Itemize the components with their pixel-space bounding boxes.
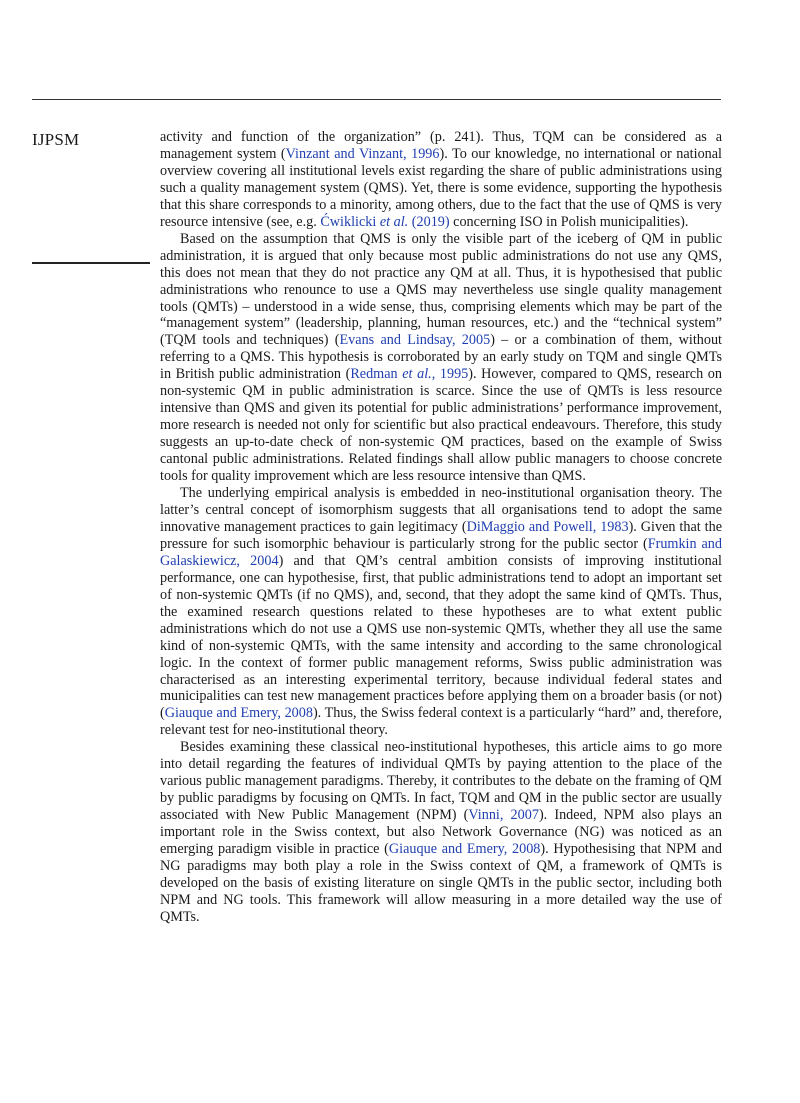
text-run: concerning ISO in Polish municipalities). [449,213,689,230]
paragraph [160,231,722,485]
citation-link[interactable]: et al. [402,366,432,383]
text-run: ). Indeed, NPM also plays an important role in the Swiss context, but also Network Governance (NG) was noticed as an emerging paradigm visible in practice ( [160,807,722,858]
citation-link[interactable]: et al. [379,213,409,230]
citation-link[interactable]: Vinzant and Vinzant, 1996 [285,145,440,162]
margin-rule [32,262,150,264]
text-run: ). To our knowledge, no international or national overview covering all institutional levels exist regarding the share of public administrations using such a quality management system (QMS). Yet, there is some evidence, supporting the hypothesis that this share corresponds to a minority, among others, due to the fact that the use of QMS is very resource intensive (see, e.g. [160,145,722,230]
header-rule [32,99,721,100]
citation-link[interactable]: Redman [350,366,403,383]
text-run: Besides examining these classical neo-institutional hypotheses, this article aims to go more into detail regarding the features of individual QMTs by paying attention to the place of the various public management paradigms. Thereby, it contributes to the debate on the framing of QM by public paradigms by focusing on QMTs. In fact, TQM and QM in the public sector are usually associated with New Public Management (NPM) ( [160,739,722,824]
paragraph [160,485,722,739]
text-run: ) and that QM’s central ambition consists of improving institutional performance, one can hypothesise, first, that public administrations tend to adopt an important set of non-systemic QMTs (if no QMS), and, second, that they adopt the same kind of QMTs. Thus, the examined research questions related to these hypotheses are to what extent public administrations which do not use a QMS use non-systemic QMTs, whether they all use the same kind of non-systemic QMTs, with the same intensity and according to the same chronological logic. In the context of former public management reforms, Swiss public administration was characterised as an interesting experimental territory, because individual federal states and municipalities can test new management practices before applying them on a broader basis (or not) ( [160,552,722,722]
paragraph [160,129,722,231]
text-run: ). Given that the pressure for such isomorphic behaviour is particularly strong for the public sector ( [160,518,722,552]
text-run: activity and function of the organization” (p. 241). Thus, TQM can be considered as a management system ( [160,129,722,162]
text-run: ). Thus, the Swiss federal context is a particularly “hard” and, therefore, relevant test for neo-institutional theory. [160,705,722,739]
citation-link[interactable]: DiMaggio and Powell, 1983 [466,518,629,535]
journal-abbreviation: IJPSM [32,130,80,149]
text-run: ). However, compared to QMS, research on non-systemic QM in public administration is scarce. Since the use of QMTs is less resource intensive than QMS and given its potential for public administrations’ performance improvement, more research is needed not only for scientific but also practical endeavours. Therefore, this study suggests an up-to-date check of non-systemic QM practices, based on the example of Swiss cantonal public administrations. Related findings shall allow public managers to choose concrete tools for quality improvement which are less resource intensive than QMS. [160,366,722,485]
article-body [160,129,722,926]
text-run: Based on the assumption that QMS is only the visible part of the iceberg of QM in public administration, it is argued that only because most public administrations do not use any QMS, this does not mean that they do not practice any QM at all. Thus, it is hypothesised that public administrations who renounce to use a QMS may nevertheless use single quality management tools (QMTs) – understood in a wide sense, thus, comprising elements which may be part of the “management system” (leadership, planning, human resources, etc.) and the “technical system” (TQM tools and techniques) ( [160,230,722,349]
citation-link[interactable]: , 1995 [431,366,469,383]
text-run: ). Hypothesising that NPM and NG paradigms may both play a role in the Swiss context of QM, a framework of QMTs is developed on the basis of existing literature on single QMTs in the public sector, including both NPM and NG tools. This framework will allow measuring in a more detailed way the use of QMTs. [160,841,722,925]
citation-link[interactable]: Evans and Lindsay, 2005 [339,332,491,349]
paragraph [160,739,722,925]
citation-link[interactable]: Vinni, 2007 [468,807,539,824]
citation-link[interactable]: Giauque and Emery, 2008 [388,841,541,858]
citation-link[interactable]: Giauque and Emery, 2008 [164,705,313,722]
citation-link[interactable]: Frumkin and Galaskiewicz, 2004 [160,535,722,569]
text-run: The underlying empirical analysis is embedded in neo-institutional organisation theory. The latter’s central concept of isomorphism suggests that all organisations tend to adopt the same innovative management practices to gain legitimacy ( [160,485,722,535]
citation-link[interactable]: Ćwiklicki [320,213,380,230]
citation-link[interactable]: (2019) [408,213,450,230]
text-run: ) – or a combination of them, without referring to a QMS. This hypothesis is corroborated by an early study on TQM and single QMTs in British public administration ( [160,332,722,383]
